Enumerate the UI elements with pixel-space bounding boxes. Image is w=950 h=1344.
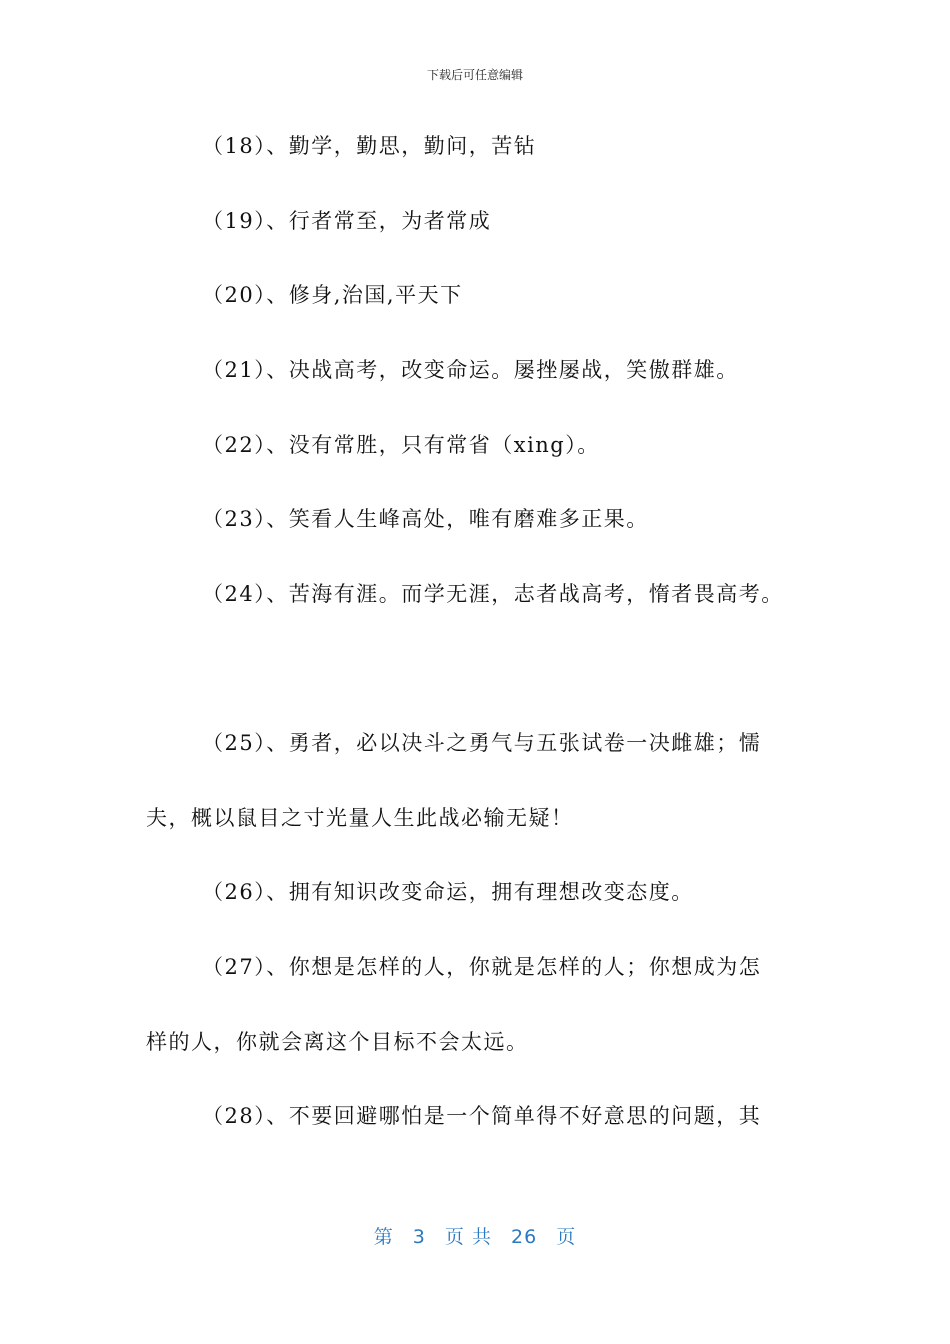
page-footer — [0, 1222, 950, 1249]
list-item-continuation: 夫，概以鼠目之寸光量人生此战必输无疑！ — [146, 806, 574, 830]
page-current: 3 — [412, 1226, 426, 1248]
list-item: （28）、不要回避哪怕是一个简单得不好意思的问题，其 — [202, 1104, 762, 1128]
page-header-note: 下载后可任意编辑 — [426, 68, 523, 82]
page-middle: 页 共 — [444, 1226, 492, 1248]
list-item: （26）、拥有知识改变命运，拥有理想改变态度。 — [202, 880, 694, 904]
list-item: （24）、苦海有涯。而学无涯，志者战高考，惰者畏高考。 — [202, 582, 784, 606]
list-item: （20）、修身,治国,平天下 — [202, 283, 463, 307]
list-item: （25）、勇者，必以决斗之勇气与五张试卷一决雌雄；懦 — [202, 731, 762, 755]
page-total: 26 — [511, 1226, 538, 1248]
page-suffix: 页 — [556, 1226, 577, 1248]
list-item: （22）、没有常胜，只有常省（xing）。 — [202, 433, 600, 457]
page-prefix: 第 — [373, 1226, 394, 1248]
list-item: （27）、你想是怎样的人，你就是怎样的人；你想成为怎 — [202, 955, 762, 979]
list-item: （23）、笑看人生峰高处，唯有磨难多正果。 — [202, 507, 649, 531]
list-item: （21）、决战高考，改变命运。屡挫屡战，笑傲群雄。 — [202, 358, 739, 382]
list-item-continuation: 样的人，你就会离这个目标不会太远。 — [146, 1030, 529, 1054]
list-item: （18）、勤学，勤思，勤问，苦钻 — [202, 134, 537, 158]
list-item: （19）、行者常至，为者常成 — [202, 209, 492, 233]
